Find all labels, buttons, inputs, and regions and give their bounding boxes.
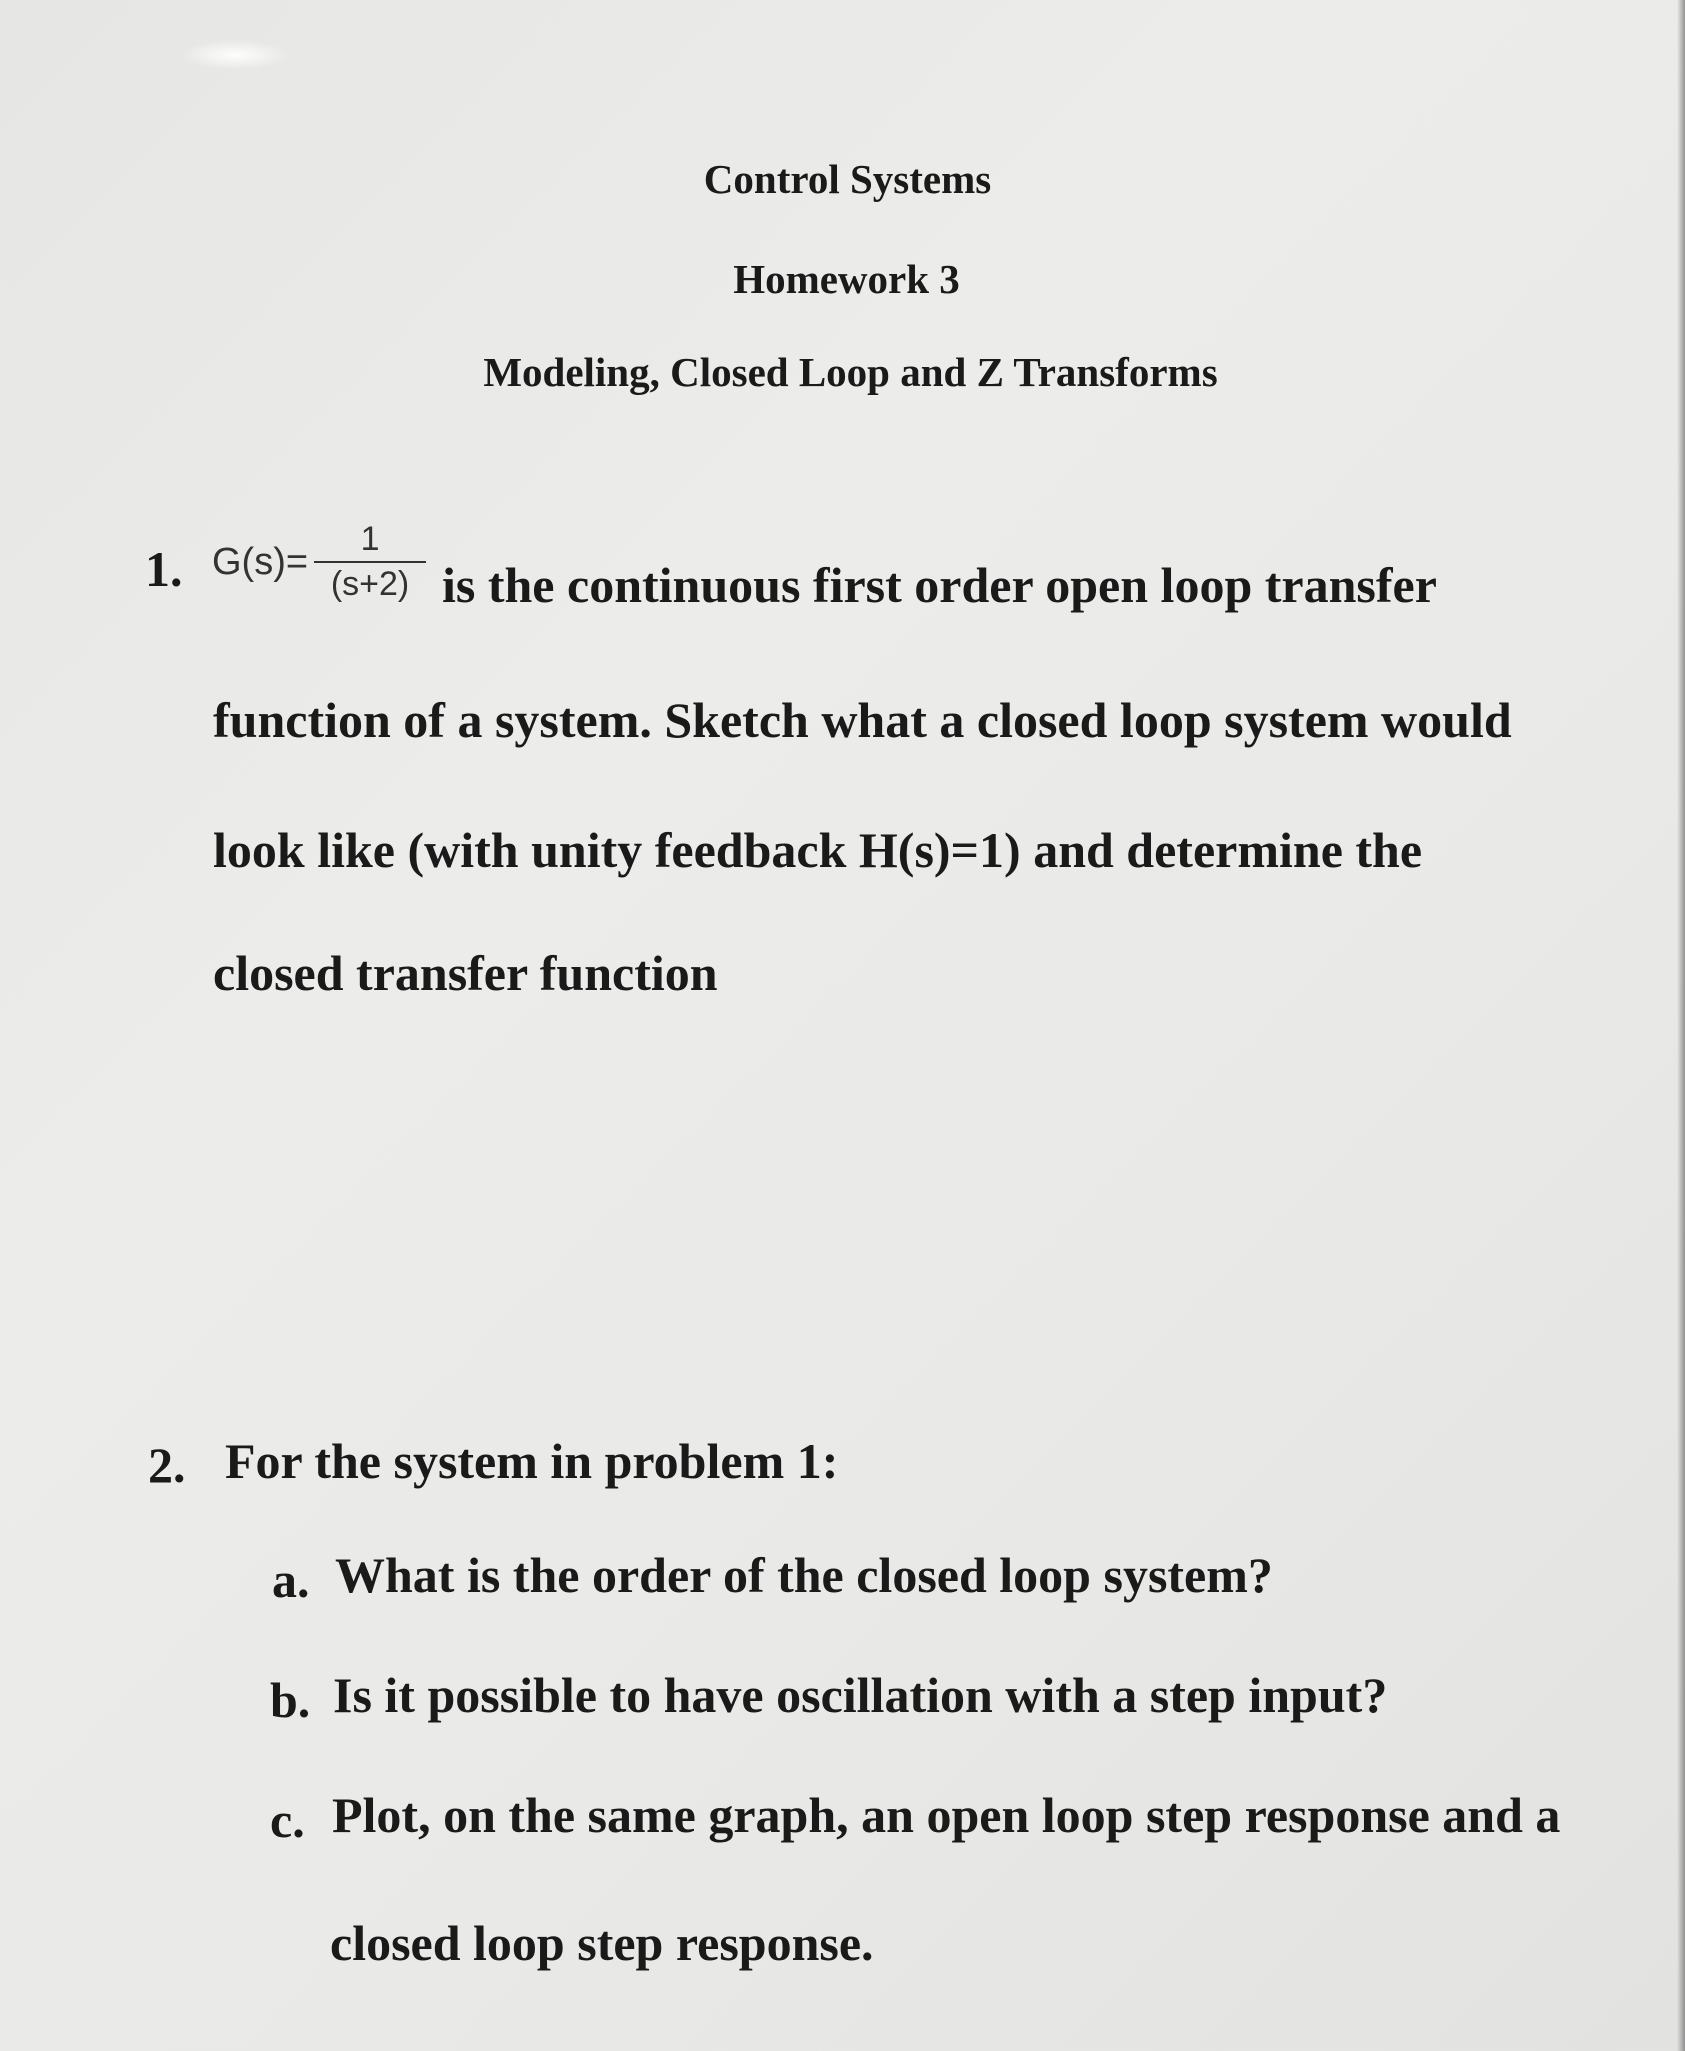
problem-1-line-4: closed transfer function [213, 945, 718, 1001]
problem-1-line-3: look like (with unity feedback H(s)=1) and determine the [213, 822, 1423, 878]
problem-2-text: For the system in problem 1: [225, 1433, 839, 1489]
document-title: Control Systems [703, 156, 992, 202]
problem-2a-text: What is the order of the closed loop system? [335, 1547, 1273, 1603]
problem-2-number: 2. [148, 1437, 186, 1493]
problem-1-line-1: is the continuous first order open loop transfer [442, 557, 1437, 613]
problem-2c-text: Plot, on the same graph, an open loop step response and a [332, 1787, 1561, 1843]
transfer-function-formula [212, 520, 426, 604]
formula-denominator: (s+2) [330, 565, 410, 603]
screen-glare [180, 40, 290, 70]
formula-fraction [314, 520, 426, 604]
document-subtitle: Modeling, Closed Loop and Z Transforms [483, 349, 1218, 395]
problem-1-line-2: function of a system. Sketch what a closed loop system would [213, 692, 1512, 748]
problem-2c-label: c. [270, 1792, 305, 1848]
problem-2b-text: Is it possible to have oscillation with a step input? [333, 1667, 1388, 1723]
problem-2c-continuation: closed loop step response. [330, 1915, 874, 1971]
problem-2b-label: b. [270, 1672, 311, 1728]
monitor-edge [1677, 0, 1685, 2051]
formula-numerator: 1 [314, 520, 426, 563]
homework-label: Homework 3 [733, 256, 960, 302]
problem-2a-label: a. [272, 1552, 310, 1608]
formula-lhs: G(s)= [212, 540, 309, 583]
problem-1-number: 1. [145, 541, 183, 597]
